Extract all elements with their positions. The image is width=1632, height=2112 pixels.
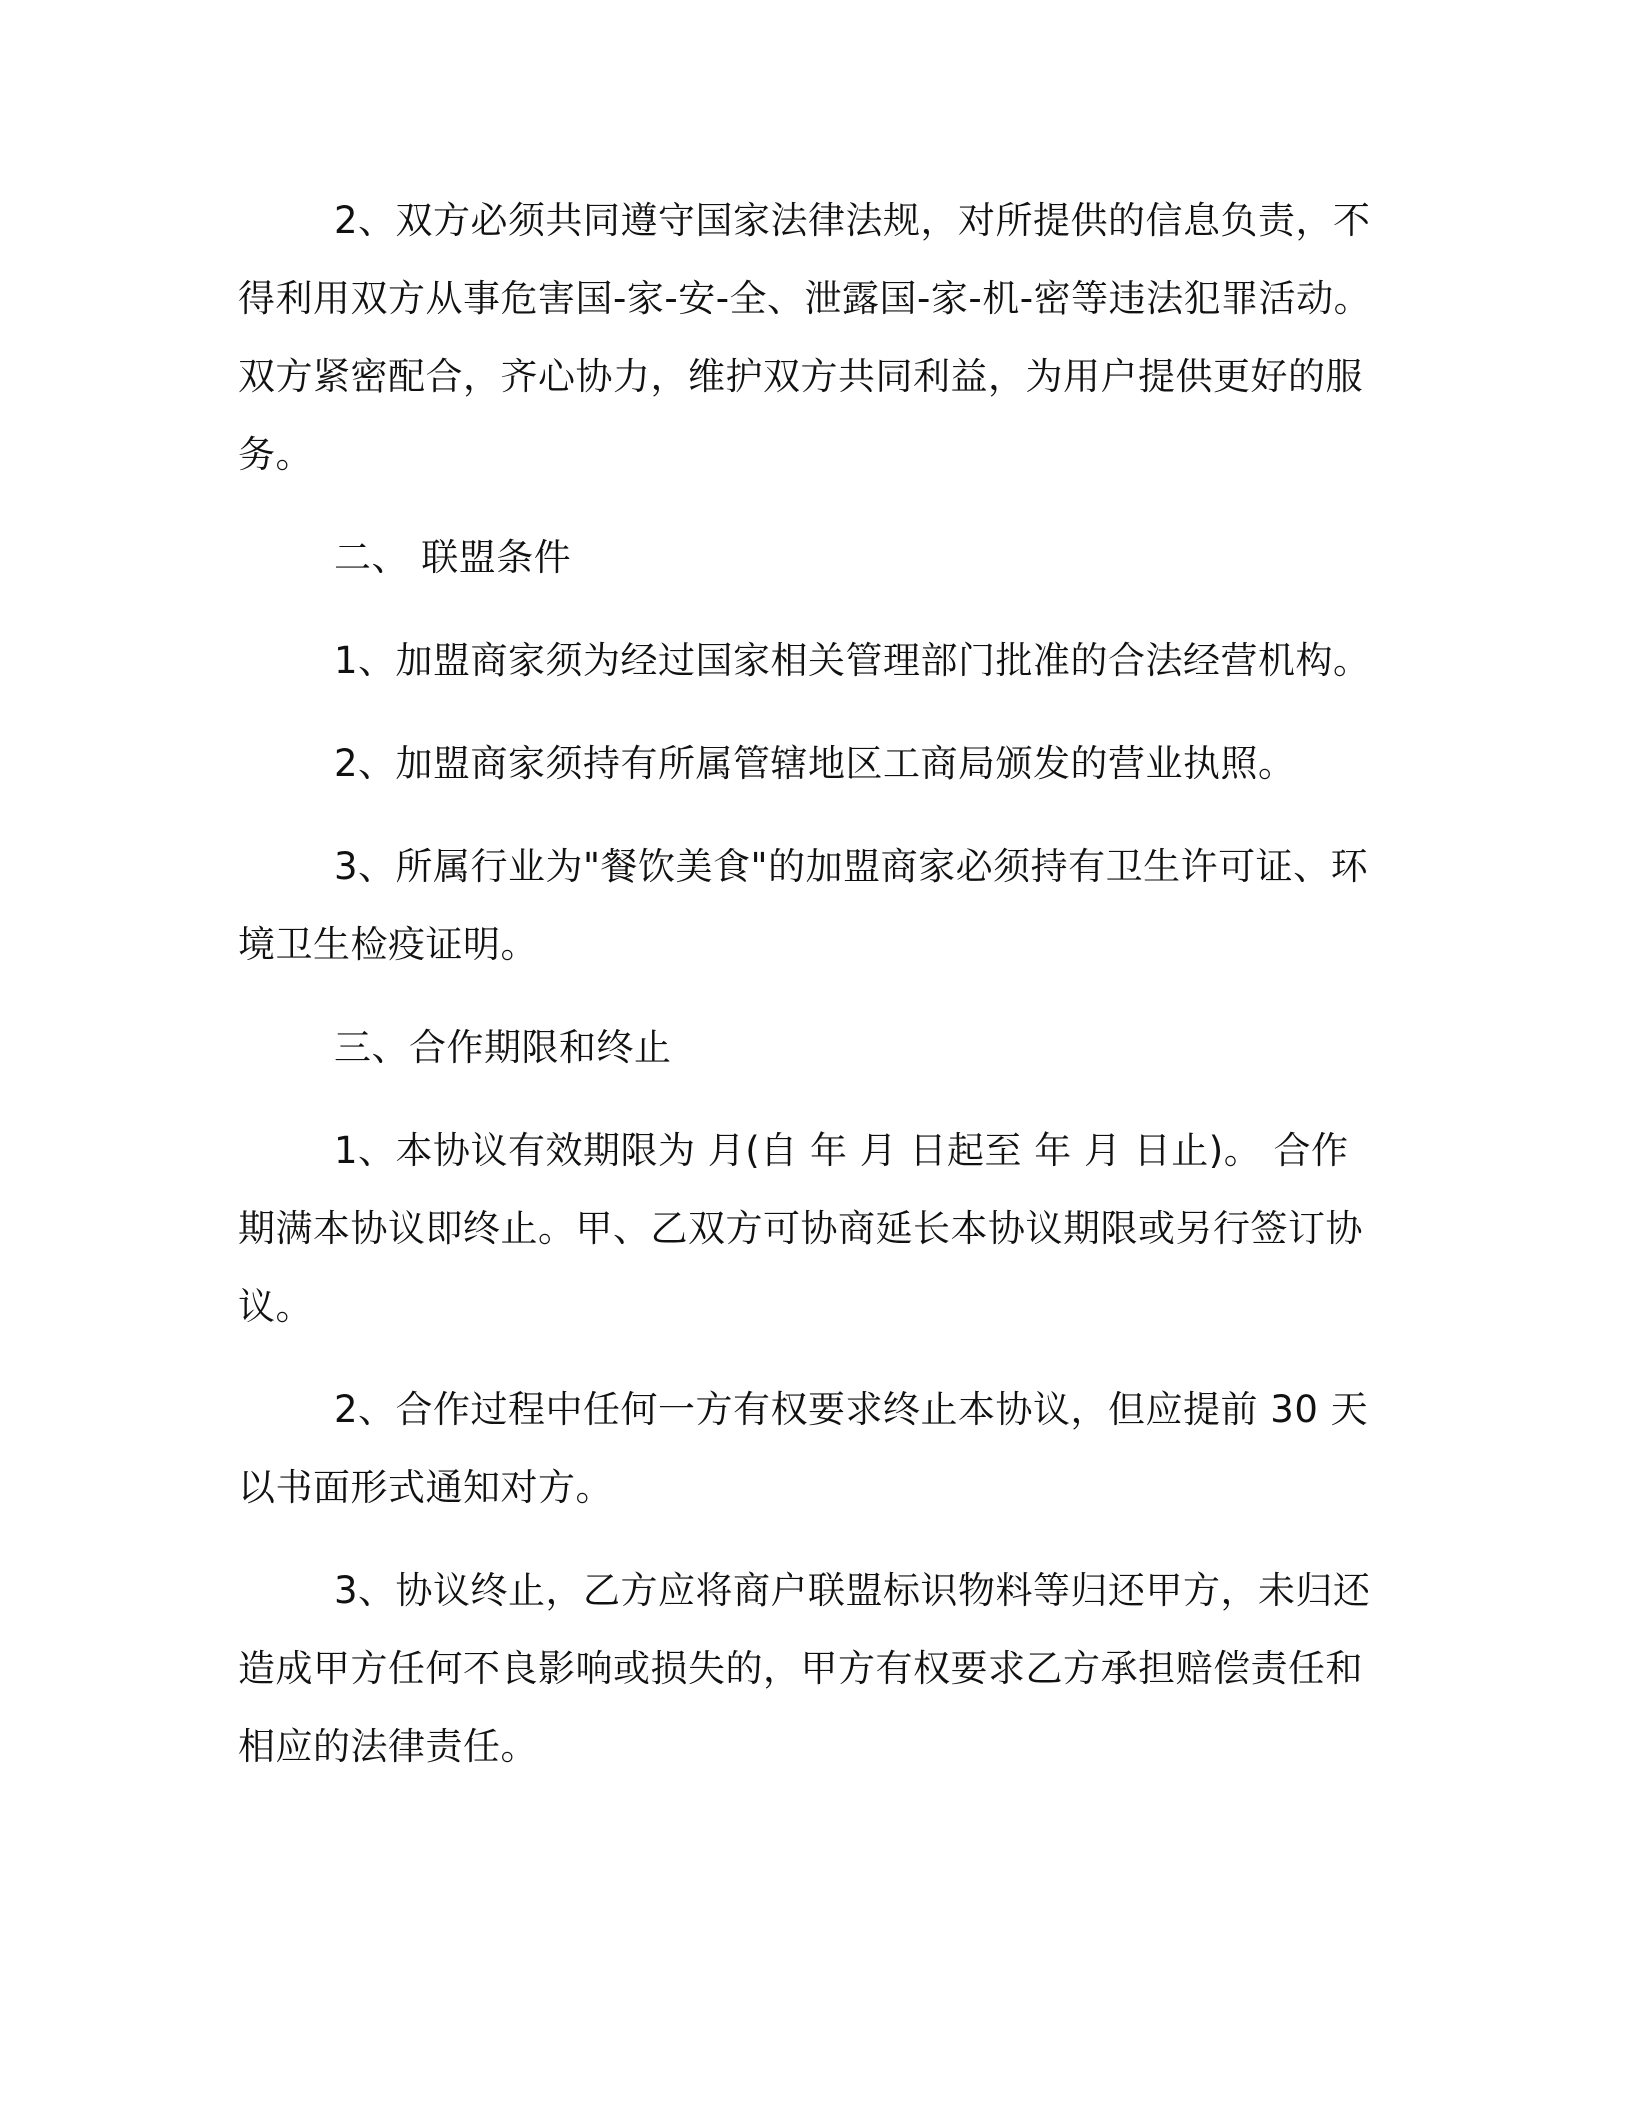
term-item-2: 2、合作过程中任何一方有权要求终止本协议，但应提前 30 天以书面形式通知对方。 — [238, 1388, 1369, 1509]
paragraph-compliance: 2、双方必须共同遵守国家法律法规，对所提供的信息负责，不得利用双方从事危害国-家-安-全、泄露国-家-机-密等违法犯罪活动。双方紧密配合，齐心协力，维护双方共同利益，为用户提供更好的服务。 — [238, 199, 1372, 476]
term-item-1: 1、本协议有效期限为 月(自 年 月 日起至 年 月 日止)。 合作期满本协议即终止。甲、乙双方可协商延长本协议期限或另行签订协议。 — [238, 1129, 1363, 1328]
document-page — [238, 182, 1378, 1786]
condition-item-2: 2、加盟商家须持有所属管辖地区工商局颁发的营业执照。 — [334, 742, 1296, 785]
condition-item-1: 1、加盟商家须为经过国家相关管理部门批准的合法经营机构。 — [334, 639, 1371, 682]
condition-item-3: 3、所属行业为"餐饮美食"的加盟商家必须持有卫生许可证、环境卫生检疫证明。 — [238, 845, 1369, 966]
section-title-term-termination: 三、合作期限和终止 — [334, 1026, 672, 1069]
term-item-3: 3、协议终止，乙方应将商户联盟标识物料等归还甲方，未归还造成甲方任何不良影响或损失的，甲方有权要求乙方承担赔偿责任和相应的法律责任。 — [238, 1569, 1371, 1768]
section-title-alliance-conditions: 二、 联盟条件 — [334, 536, 572, 579]
